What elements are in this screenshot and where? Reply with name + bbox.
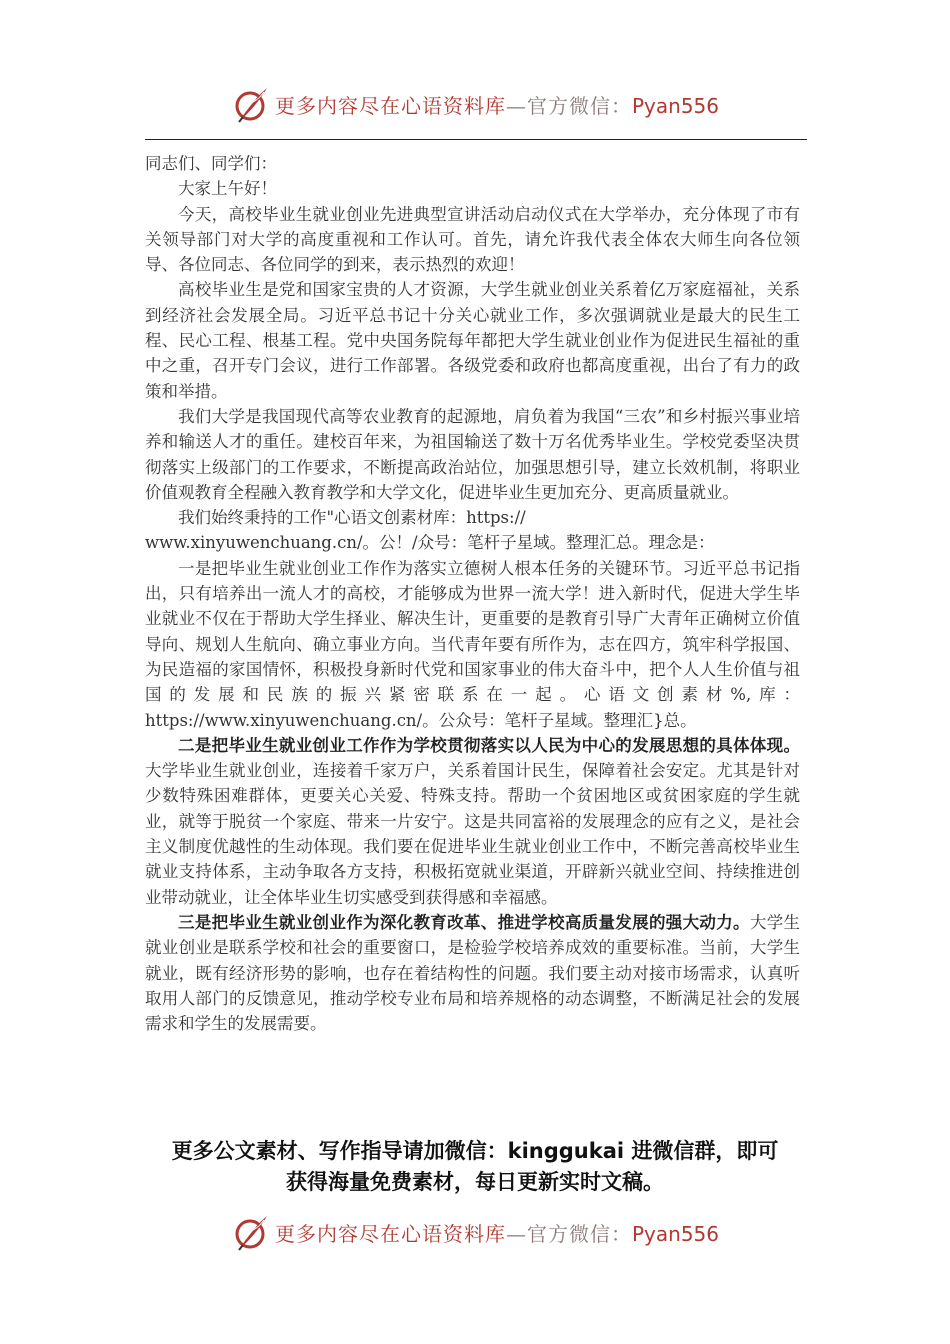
banner-tail: 官方微信： xyxy=(526,93,632,118)
paragraph-5: 一是把毕业生就业创业工作作为落实立德树人根本任务的关键环节。习近平总书记指出，只有培养出一流人才的高校，才能够成为世界一流大学！进入新时代，促进大学生毕业就业不仅在于帮助大学生择业、解决生计，更重要的是教育引导广大青年正确树立价值导向、规划人生航向、确立事业方向。当代青年要有所作为，志在四方，筑牢科学报国、为民造福的家国情怀，积极投身新时代党和国家事业的伟大奋斗中，把个人人生价值与祖国的发展和民族的振兴紧密联系在一起。心语文创素材%,库：https://www.xinyuwenchuang.cn/。公众号：笔杆子星域。整理汇}总。 xyxy=(145,558,800,730)
paragraph-7-text: 大学生就业创业是联系学校和社会的重要窗口，是检验学校培养成效的重要标准。当前，大学生就业，既有经济形势的影响，也存在着结构性的问题。我们要主动对接市场需求，认真听取用人部门的反馈意见，推动学校专业布局和培养规格的动态调整，不断满足社会的发展需求和学生的发展需要。 xyxy=(145,912,801,1034)
header-divider xyxy=(145,139,807,140)
quill-logo-icon xyxy=(231,84,271,124)
paragraph-3: 我们大学是我国现代高等农业教育的起源地，肩负着为我国“三农”和乡村振兴事业培养和输送人才的重任。建校百年来，为祖国输送了数十万名优秀毕业生。学校党委坚决贯彻落实上级部门的工作要求，不断提高政治站位，加强思想引导，建立长效机制，将职业价值观教育全程融入教育教学和大学文化，促进毕业生更加充分、更高质量就业。 xyxy=(145,406,800,502)
footer-banner-text xyxy=(275,1218,719,1247)
quill-logo-icon xyxy=(231,1212,271,1252)
footer-banner-handle: Pyan556 xyxy=(631,1221,719,1246)
promo-line-1: 更多公文素材、写作指导请加微信：kinggukai 进微信群，即可 xyxy=(171,1139,779,1163)
banner-main: 更多内容尽在心语资料库 xyxy=(274,93,506,118)
paragraph-4-line-2: www.xinyuwenchuang.cn/。公！/众号：笔杆子星域。整理汇总。理念是： xyxy=(145,533,715,553)
paragraph-4-line-1: 我们始终秉持的工作"心语文创素材库：https:// xyxy=(178,508,526,528)
paragraph-2: 高校毕业生是党和国家宝贵的人才资源，大学生就业创业关系着亿万家庭福祉，关系到经济社会发展全局。习近平总书记十分关心就业工作，多次强调就业是最大的民生工程、民心工程、根基工程。党中央国务院每年都把大学生就业创业作为促进民生福祉的重中之重，召开专门会议，进行工作部署。各级党委和政府也都高度重视，出台了有力的政策和举措。 xyxy=(145,280,800,401)
salutation: 同志们、同学们： xyxy=(145,154,277,173)
paragraph-6-text: 大学毕业生就业创业，连接着千家万户，关系着国计民生，保障着社会安定。尤其是针对少数特殊困难群体，更要关心关爱、特殊支持。帮助一个贫困地区或贫困家庭的学生就业，就等于脱贫一个家庭、带来一片安宁。这是共同富裕的发展理念的应有之义，是社会主义制度优越性的生动体现。我们要在促进毕业生就业创业工作中，不断完善高校毕业生就业支持体系，主动争取各方支持，积极拓宽就业渠道，开辟新兴就业空间、持续推进创业带动就业，让全体毕业生切实感受到获得感和幸福感。 xyxy=(145,761,800,907)
paragraph-6-heading: 二是把毕业生就业创业工作作为学校贯彻落实以人民为中心的发展思想的具体体现。 xyxy=(178,735,800,755)
footer-banner xyxy=(0,1210,950,1254)
paragraph-1: 今天，高校毕业生就业创业先进典型宣讲活动启动仪式在大学举办，充分体现了市有关领导部门对大学的高度重视和工作认可。首先，请允许我代表全体农大师生向各位领导、各位同志、各位同学的到来，表示热烈的欢迎！ xyxy=(145,204,800,275)
greeting: 大家上午好！ xyxy=(178,179,277,199)
header-banner xyxy=(0,82,950,126)
paragraph-7-heading: 三是把毕业生就业创业作为深化教育改革、推进学校高质量发展的强大动力。 xyxy=(178,912,750,932)
promo-line-2: 获得海量免费素材，每日更新实时文稿。 xyxy=(286,1170,664,1194)
paragraph-6 xyxy=(145,733,800,910)
banner-separator: — xyxy=(505,93,527,118)
document-body xyxy=(145,151,800,1036)
paragraph-7 xyxy=(145,910,800,1036)
footer-banner-separator: — xyxy=(505,1221,527,1246)
promo-block xyxy=(145,1136,805,1198)
footer-banner-tail: 官方微信： xyxy=(526,1221,632,1246)
banner-handle: Pyan556 xyxy=(631,93,719,118)
banner-text xyxy=(275,90,719,119)
footer-banner-main: 更多内容尽在心语资料库 xyxy=(274,1221,506,1246)
